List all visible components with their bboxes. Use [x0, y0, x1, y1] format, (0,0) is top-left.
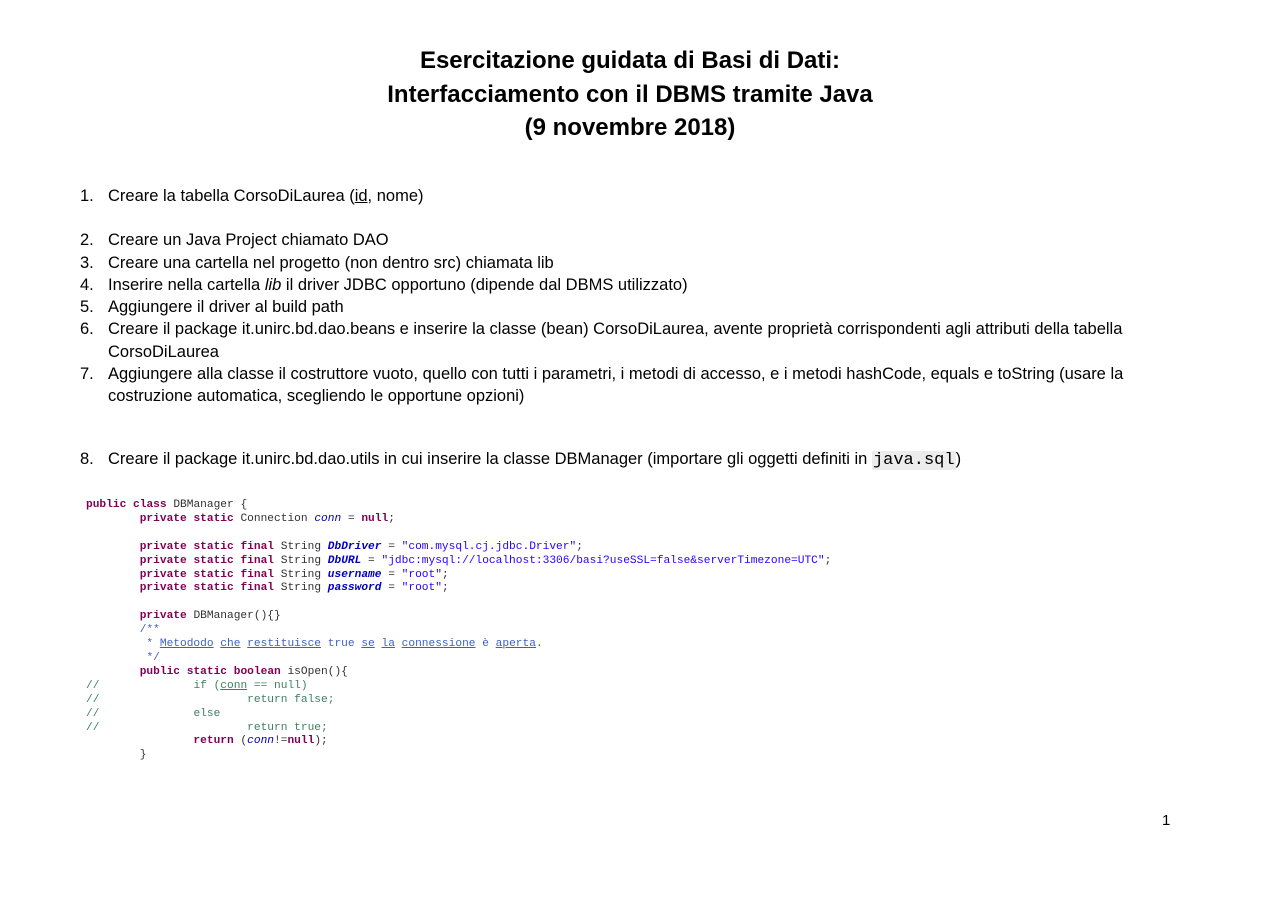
code-block: public class DBManager { private static Connection conn = null; private static final String DbDriver = "com.mysql.cj.jdbc.Driver"; private static final String DbURL = "jdbc:mysql://localhost:3306/basi?useSSL=false&serverTimezone=UTC"; private static final String username = "root"; private static final String password = "root"; private DBManager(){} /** * Metododo che restituisce true se la connessione è aperta. */ public static boolean isOpen(){ // if (conn == null) // return false; // else // return true; return (conn!=null); }: [86, 499, 832, 762]
step-2: 2. Creare un Java Project chiamato DAO: [80, 231, 389, 250]
inline-code: java.sql: [872, 450, 955, 470]
step-6: 6. Creare il package it.unirc.bd.dao.beans e inserire la classe (bean) CorsoDiLaurea, avente proprietà corrispondenti agli attributi della tabella CorsoDiLaurea: [80, 320, 1123, 361]
title-line-3: (9 novembre 2018): [524, 114, 736, 141]
step-3: 3. Creare una cartella nel progetto (non dentro src) chiamata lib: [80, 253, 554, 272]
step-4: 4. Inserire nella cartella lib il driver JDBC opportuno (dipende dal DBMS utilizzato): [80, 275, 688, 294]
underlined-key: id: [354, 187, 368, 205]
step-8: 8. Creare il package it.unirc.bd.dao.utils in cui inserire la classe DBManager (importare gli oggetti definiti in java.sql): [80, 449, 962, 470]
page-number: 1: [1162, 812, 1171, 829]
steps-list: [80, 185, 1160, 472]
title-line-2: Interfacciamento con il DBMS tramite Java: [387, 80, 873, 108]
document-title: [0, 44, 1260, 145]
title-line-1: Esercitazione guidata di Basi di Dati:: [419, 47, 841, 74]
step-7: 7. Aggiungere alla classe il costruttore vuoto, quello con tutti i parametri, i metodi di accesso, e i metodi hashCode, equals e toString (usare la costruzione automatica, scegliendo le opportune opzioni): [80, 365, 1124, 406]
step-5: 5. Aggiungere il driver al build path: [80, 298, 344, 317]
step-1: 1. Creare la tabella CorsoDiLaurea (id, nome): [80, 187, 424, 205]
